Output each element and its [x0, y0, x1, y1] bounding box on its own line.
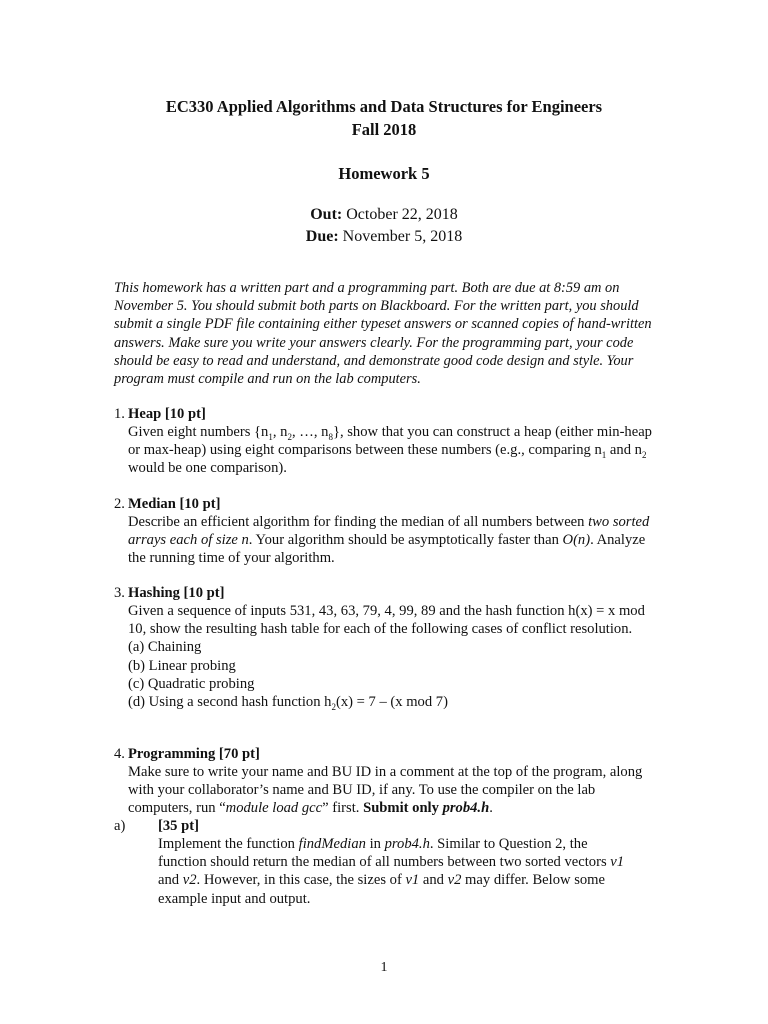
subquestion-heading: [35 pt] — [158, 818, 199, 834]
italic-run: v2 — [182, 872, 197, 889]
text-run: . However, in this case, the sizes of — [196, 872, 406, 889]
text-run: in — [365, 836, 385, 852]
page-number: 1 — [380, 960, 388, 975]
question-number: 4. — [114, 746, 125, 762]
text-run: Make sure to write your name and BU ID in a comment at the top of the program, along with your collaborator’s name and BU ID, if any. To use the compiler on the lab computers, run “ — [128, 764, 643, 817]
text-run: , n — [272, 424, 288, 440]
question-number: 1. — [114, 406, 125, 422]
subscript: 8 — [328, 431, 333, 442]
course-title: EC330 Applied Algorithms and Data Structures for Engineers — [165, 97, 603, 116]
out-date: October 22, 2018 — [346, 206, 458, 223]
text-run: (x) = 7 – (x mod 7) — [335, 694, 448, 711]
text-run: and — [419, 872, 448, 889]
text-run: Describe an efficient algorithm for finding the median of all numbers between — [128, 514, 589, 530]
question-body — [128, 602, 658, 711]
italic-run: v1 — [610, 854, 625, 871]
italic-run: two sorted arrays each of size n — [128, 514, 650, 549]
text-run: . — [489, 800, 493, 817]
subscript: 2 — [331, 701, 336, 712]
text-run: Implement the function — [158, 836, 299, 852]
text-run: (d) Using a second hash function h — [128, 694, 332, 711]
question-body — [128, 513, 658, 568]
due-date-line — [0, 226, 768, 248]
question-number: 2. — [114, 496, 125, 512]
subscript: 1 — [601, 450, 607, 461]
option-d — [128, 693, 658, 711]
text-run: would be one comparison). — [128, 460, 287, 477]
question-number: 3. — [114, 585, 125, 601]
question-body — [128, 423, 658, 478]
assignment-title: Homework 5 — [338, 164, 430, 183]
subscript: 2 — [287, 431, 292, 442]
due-date: November 5, 2018 — [342, 228, 463, 245]
subscript: 2 — [641, 450, 647, 461]
question-heading: Heap [10 pt] — [128, 406, 206, 422]
question-heading: Median [10 pt] — [128, 496, 221, 512]
text-run: may differ. Below some example input and output. — [158, 872, 606, 907]
bold-run: Submit only — [363, 800, 443, 817]
text-run: }, show that you can construct a heap (either min-heap or max-heap) using eight comparisons between these numbers (e.g., comparing n — [128, 424, 652, 459]
text-run: . Your algorithm should be asymptotically faster than — [248, 532, 563, 549]
bold-italic-run: prob4.h — [442, 800, 490, 817]
question-body — [128, 763, 658, 818]
option-c: (c) Quadratic probing — [128, 675, 255, 692]
text-run: ” first. — [322, 800, 364, 817]
italic-run: module load gcc — [225, 800, 323, 817]
out-label: Out: — [310, 206, 343, 223]
subscript: 1 — [268, 431, 273, 442]
text-run: . Similar to Question 2, the function should return the median of all numbers between two sorted vectors — [158, 836, 611, 871]
out-date-line — [0, 204, 768, 226]
text-run: and n — [606, 442, 642, 459]
italic-run: v1 — [405, 872, 420, 889]
text-run: Given eight numbers {n — [128, 424, 269, 440]
due-label: Due: — [305, 228, 339, 245]
text-run: and — [158, 872, 183, 889]
subquestion-label: a) — [114, 818, 126, 834]
text-run: . Analyze the running time of your algorithm. — [128, 532, 646, 567]
intro-paragraph: This homework has a written part and a programming part. Both are due at 8:59 am on November 5. You should submit both parts on Blackboard. For the written part, you should submit a single PDF file containing either typeset answers or scanned copies of hand-written answers. Make sure you write your answers clearly. For the programming part, your code should be easy to read and understand, and demonstrate good code design and style. Your program must compile and run on the lab computers. — [114, 280, 652, 388]
option-a: (a) Chaining — [128, 639, 202, 656]
term: Fall 2018 — [351, 120, 417, 139]
italic-run: v2 — [447, 872, 462, 889]
option-b: (b) Linear probing — [128, 657, 236, 674]
question-text: Given a sequence of inputs 531, 43, 63, 79, 4, 99, 89 and the hash function h(x) = x mod 10, show the resulting hash table for each of the following cases of conflict resolution. — [128, 603, 645, 638]
math-run: O(n) — [562, 532, 591, 549]
italic-run: findMedian — [298, 836, 366, 852]
question-heading: Programming [70 pt] — [128, 746, 260, 762]
question-heading: Hashing [10 pt] — [128, 585, 225, 601]
subquestion-body — [158, 835, 638, 908]
text-run: , …, n — [291, 424, 329, 440]
italic-run: prob4.h — [384, 836, 430, 852]
